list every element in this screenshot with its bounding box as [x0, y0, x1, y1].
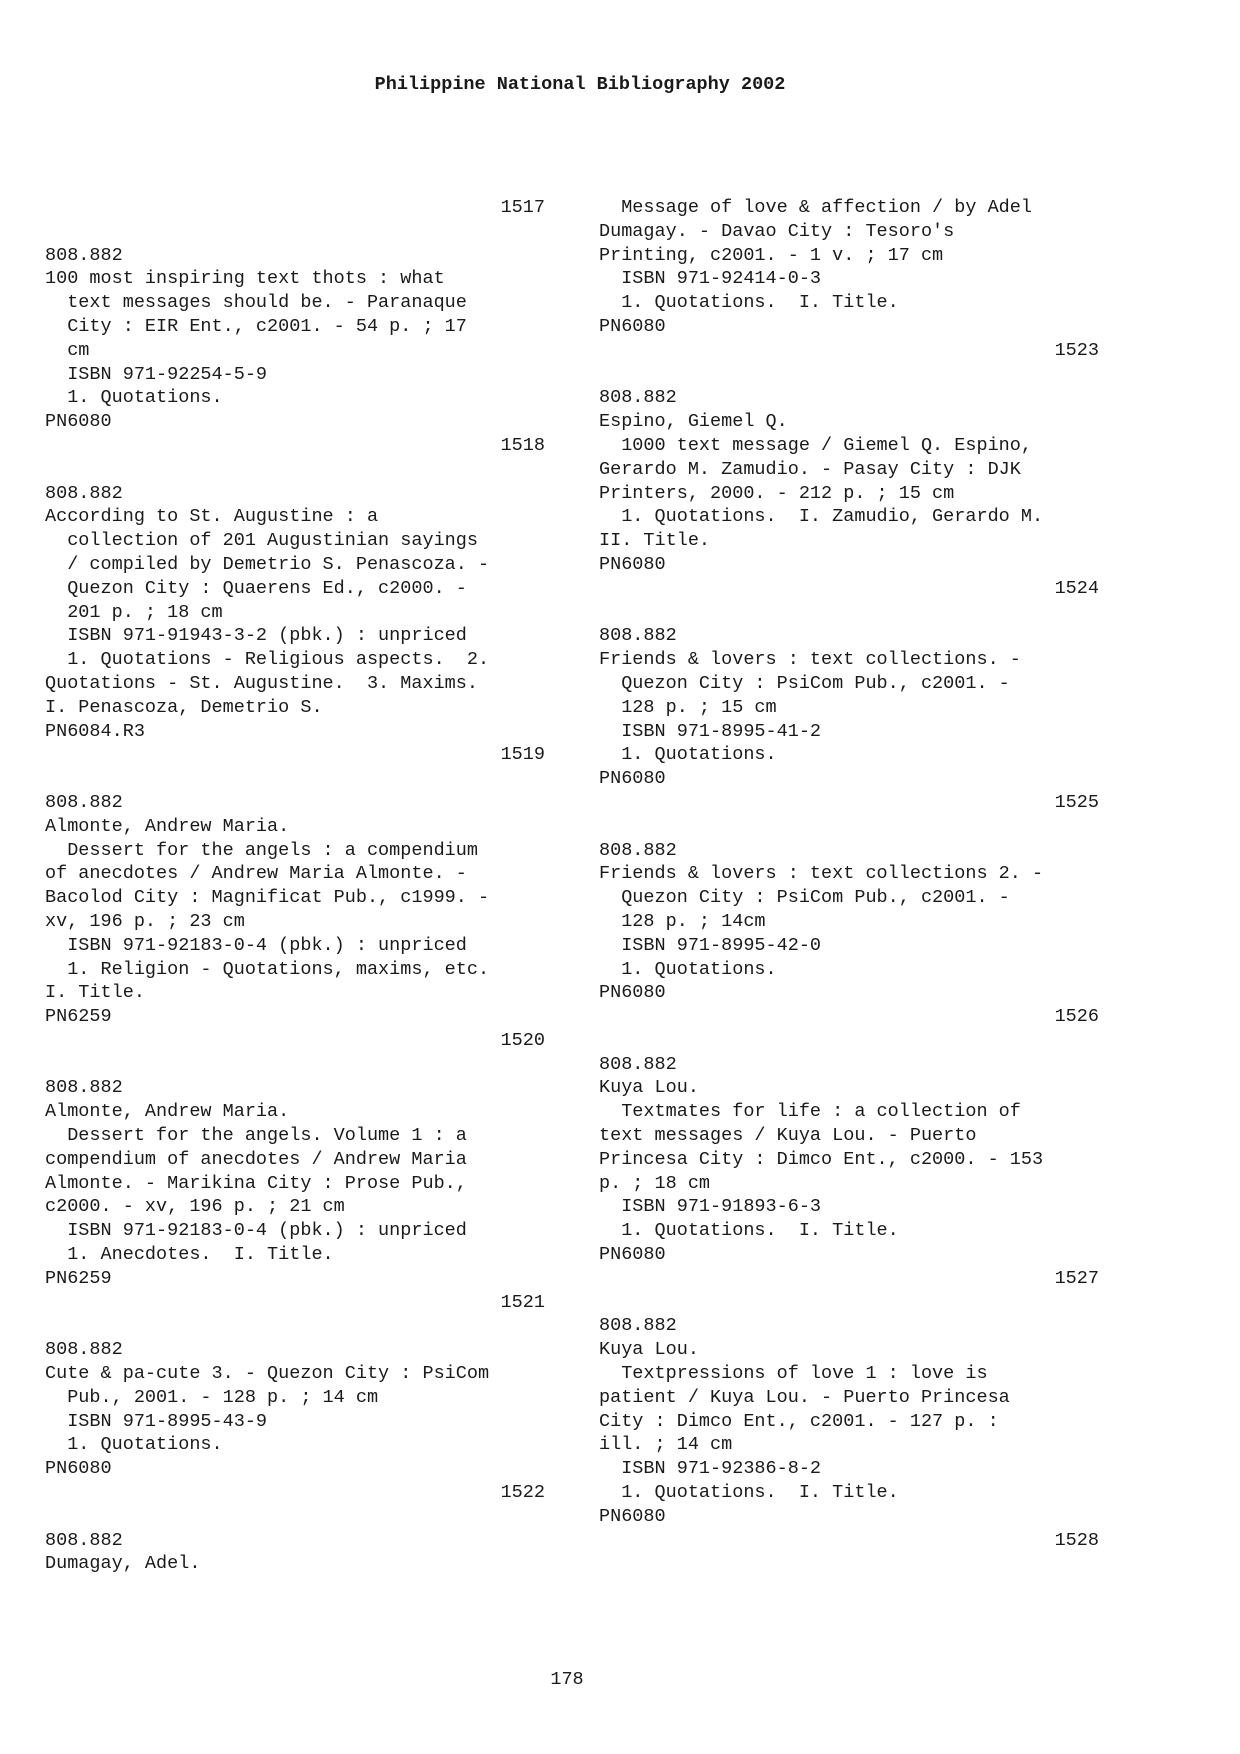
entry-number: 1520 [500, 1029, 545, 1051]
blank-line [45, 1314, 545, 1338]
entry-line: ISBN 971-8995-43-9 [45, 1410, 268, 1432]
entry-line: PN6080 [599, 768, 666, 790]
entry-line: Pub., 2001. - 128 p. ; 14 cm [45, 1386, 379, 1408]
entry-line: c2000. - xv, 196 p. ; 21 cm [45, 1196, 345, 1218]
entry-line: PN6259 [45, 1006, 112, 1028]
entry-line: PN6080 [45, 411, 112, 433]
entry-line: Textmates for life : a collection of [599, 1101, 1021, 1123]
blank-line [45, 767, 545, 791]
blank-line [45, 458, 545, 482]
entry-line: Kuya Lou. [599, 1339, 699, 1361]
entry-line: 1. Anecdotes. I. Title. [45, 1244, 334, 1266]
entry-line: Almonte. - Marikina City : Prose Pub., [45, 1172, 467, 1194]
entry-line: Printing, c2001. - 1 v. ; 17 cm [599, 244, 944, 266]
entry-line: xv, 196 p. ; 23 cm [45, 910, 245, 932]
entry-line: ISBN 971-92254-5-9 [45, 363, 268, 385]
entry-line: patient / Kuya Lou. - Puerto Princesa [599, 1386, 1010, 1408]
entry-number: 1517 [500, 197, 545, 218]
page-number: 178 [550, 1669, 584, 1690]
entry-line: 808.882 [45, 1339, 123, 1361]
entry-line: 128 p. ; 15 cm [599, 696, 777, 718]
entry-line: 1. Quotations. [45, 387, 223, 409]
entry-line: 1. Quotations. I. Title. [599, 1482, 899, 1504]
entry-line: of anecdotes / Andrew Maria Almonte. - [45, 863, 467, 885]
blank-line [599, 815, 1099, 839]
entry-line: PN6084.R3 [45, 720, 145, 742]
entry-line: Bacolod City : Magnificat Pub., c1999. - [45, 887, 490, 909]
blank-line [599, 601, 1099, 625]
entry-number: 1518 [500, 434, 545, 456]
entry-line: City : Dimco Ent., c2001. - 127 p. : [599, 1410, 999, 1432]
entry-line: Friends & lovers : text collections. - [599, 649, 1021, 671]
entry-line: 808.882 [599, 1315, 677, 1337]
left-column [45, 196, 545, 1576]
entry-line: PN6259 [45, 1267, 112, 1289]
entry-line: Dumagay. - Davao City : Tesoro's [599, 220, 955, 242]
entry-line: City : EIR Ent., c2001. - 54 p. ; 17 [45, 315, 467, 337]
entry-line: Princesa City : Dimco Ent., c2000. - 153 [599, 1148, 1044, 1170]
entry-line: 1. Quotations - Religious aspects. 2. [45, 649, 490, 671]
entry-line: Message of love & affection / by Adel [599, 197, 1032, 218]
entry-line: Quezon City : PsiCom Pub., c2001. - [599, 672, 1010, 694]
entry-line: 1. Quotations. I. Zamudio, Gerardo M. [599, 506, 1044, 528]
entry-line: PN6080 [45, 1458, 112, 1480]
entry-line: 808.882 [45, 1529, 123, 1551]
entry-line: / compiled by Demetrio S. Penascoza. - [45, 553, 490, 575]
entry-line: I. Title. [45, 982, 145, 1004]
entry-line: PN6080 [599, 553, 666, 575]
entry-line: collection of 201 Augustinian sayings [45, 530, 478, 552]
entry-line: text messages / Kuya Lou. - Puerto [599, 1125, 977, 1147]
entry-number: 1523 [1054, 339, 1099, 361]
entry-line: Espino, Giemel Q. [599, 411, 788, 433]
entry-line: Dessert for the angels. Volume 1 : a [45, 1125, 467, 1147]
entry-line: Quezon City : Quaerens Ed., c2000. - [45, 577, 467, 599]
entry-line: cm [45, 339, 90, 361]
entry-line: 808.882 [599, 839, 677, 861]
entry-line: ISBN 971-92183-0-4 (pbk.) : unpriced [45, 934, 467, 956]
entry-line: 808.882 [45, 244, 123, 266]
entry-line: 808.882 [599, 625, 677, 647]
entry-line: Almonte, Andrew Maria. [45, 1101, 290, 1123]
entry-line: ISBN 971-8995-41-2 [599, 720, 822, 742]
blank-line [599, 1029, 1099, 1053]
right-column [599, 196, 1099, 1552]
entry-line: Cute & pa-cute 3. - Quezon City : PsiCom [45, 1363, 490, 1385]
entry-line: text messages should be. - Paranaque [45, 292, 467, 314]
entry-line: ISBN 971-92183-0-4 (pbk.) : unpriced [45, 1220, 467, 1242]
entry-line: 808.882 [45, 1077, 123, 1099]
entry-line: Textpressions of love 1 : love is [599, 1363, 988, 1385]
entry-line: 128 p. ; 14cm [599, 910, 766, 932]
blank-line [45, 1505, 545, 1529]
entry-line: I. Penascoza, Demetrio S. [45, 696, 323, 718]
entry-line: II. Title. [599, 530, 711, 552]
entry-line: compendium of anecdotes / Andrew Maria [45, 1148, 467, 1170]
entry-line: 1000 text message / Giemel Q. Espino, [599, 434, 1032, 456]
entry-line: 100 most inspiring text thots : what [45, 268, 445, 290]
entry-line: 808.882 [45, 791, 123, 813]
entry-number: 1527 [1054, 1267, 1099, 1289]
entry-number: 1524 [1054, 577, 1099, 599]
entry-line: Dessert for the angels : a compendium [45, 839, 478, 861]
entry-number: 1525 [1054, 791, 1099, 813]
entry-line: 808.882 [45, 482, 123, 504]
entry-number: 1526 [1054, 1006, 1099, 1028]
blank-line [599, 1291, 1099, 1315]
entry-line: 808.882 [599, 1053, 677, 1075]
entry-line: PN6080 [599, 315, 666, 337]
entry-line: 1. Quotations. [45, 1434, 223, 1456]
entry-line: 1. Quotations. [599, 744, 777, 766]
entry-line: 1. Quotations. I. Title. [599, 292, 899, 314]
entry-line: ISBN 971-8995-42-0 [599, 934, 822, 956]
entry-line: PN6080 [599, 1505, 666, 1527]
entry-line: Quezon City : PsiCom Pub., c2001. - [599, 887, 1010, 909]
page-title: Philippine National Bibliography 2002 [374, 74, 786, 95]
entry-number: 1521 [500, 1291, 545, 1313]
entry-line: ISBN 971-91943-3-2 (pbk.) : unpriced [45, 625, 467, 647]
entry-line: Printers, 2000. - 212 p. ; 15 cm [599, 482, 955, 504]
blank-line [45, 220, 545, 244]
entry-line: 1. Religion - Quotations, maxims, etc. [45, 958, 490, 980]
entry-line: 201 p. ; 18 cm [45, 601, 223, 623]
entry-line: ISBN 971-92386-8-2 [599, 1458, 822, 1480]
entry-line: PN6080 [599, 1244, 666, 1266]
entry-line: 808.882 [599, 387, 677, 409]
entry-number: 1528 [1054, 1529, 1099, 1551]
entry-line: Gerardo M. Zamudio. - Pasay City : DJK [599, 458, 1021, 480]
entry-line: p. ; 18 cm [599, 1172, 711, 1194]
entry-line: ISBN 971-92414-0-3 [599, 268, 822, 290]
entry-line: According to St. Augustine : a [45, 506, 379, 528]
entry-line: Quotations - St. Augustine. 3. Maxims. [45, 672, 478, 694]
entry-line: Dumagay, Adel. [45, 1553, 201, 1575]
entry-number: 1522 [500, 1482, 545, 1504]
entry-number: 1519 [500, 744, 545, 766]
entry-line: ill. ; 14 cm [599, 1434, 733, 1456]
entry-line: Almonte, Andrew Maria. [45, 815, 290, 837]
blank-line [599, 363, 1099, 387]
entry-line: Kuya Lou. [599, 1077, 699, 1099]
blank-line [45, 1053, 545, 1077]
entry-line: PN6080 [599, 982, 666, 1004]
entry-line: ISBN 971-91893-6-3 [599, 1196, 822, 1218]
entry-line: 1. Quotations. [599, 958, 777, 980]
entry-line: 1. Quotations. I. Title. [599, 1220, 899, 1242]
entry-line: Friends & lovers : text collections 2. - [599, 863, 1044, 885]
